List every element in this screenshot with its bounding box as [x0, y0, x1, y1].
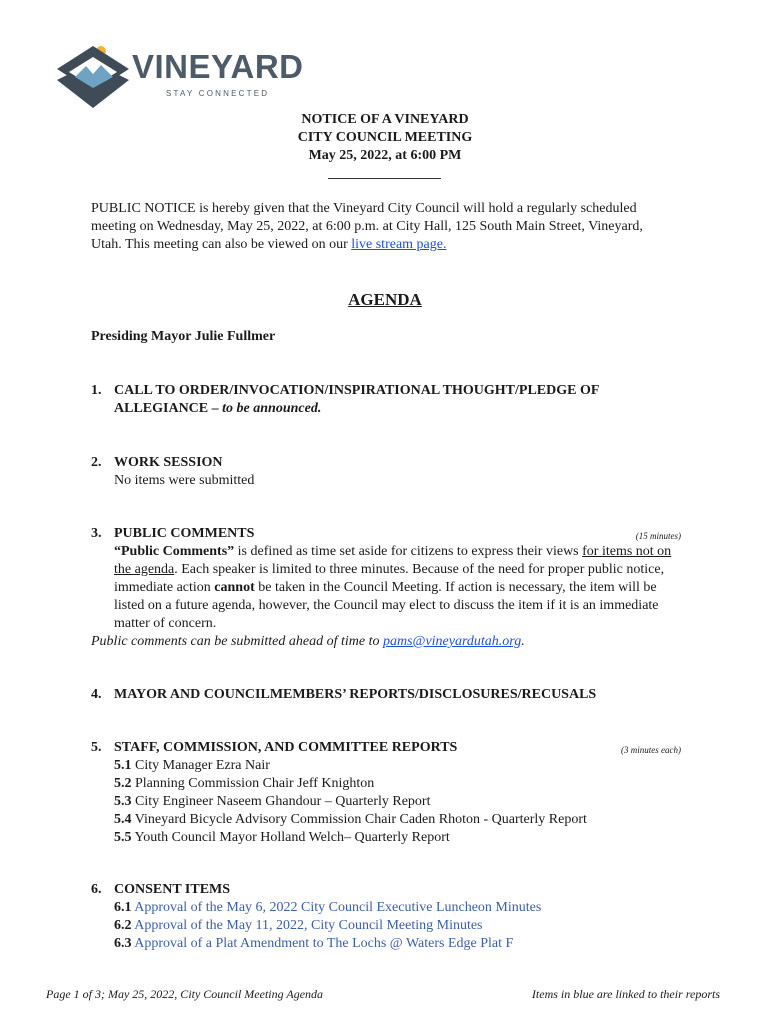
desc-text-3: be taken in the Council Meeting. If action is necessary, the item will be listed on a future agenda, however, the Council may elect to discuss the item if it is an immediate matter of concern. [114, 580, 659, 631]
subitem-text: City Engineer Naseem Ghandour – Quarterly Report [131, 794, 431, 809]
consent-link-text[interactable]: Approval of a Plat Amendment to The Lochs @ Waters Edge Plat F [131, 936, 514, 951]
report-5-2 [114, 775, 681, 793]
consent-link-text[interactable]: Approval of the May 11, 2022, City Council Meeting Minutes [131, 918, 483, 933]
desc-underlined: for items not on the agenda [114, 544, 672, 577]
subitem-text: City Manager Ezra Nair [131, 758, 270, 773]
meeting-datetime: May 25, 2022, at 6:00 PM [308, 148, 462, 163]
agenda-item-6 [91, 881, 691, 953]
notice-title-line2: CITY COUNCIL MEETING [297, 130, 473, 145]
subitem-number: 5.2 [114, 776, 132, 791]
desc-text-1: is defined as time set aside for citizens to express their views [234, 544, 583, 559]
page-footer-left: Page 1 of 3; May 25, 2022, City Council Meeting Agenda [46, 987, 324, 1001]
report-5-4 [114, 811, 681, 829]
item-number: 1. [91, 383, 102, 398]
live-stream-link[interactable]: live stream page. [351, 237, 447, 252]
page-footer-right: Items in blue are linked to their reports [531, 987, 720, 1001]
subitem-number: 5.5 [114, 830, 132, 845]
subitem-text: Planning Commission Chair Jeff Knighton [131, 776, 375, 791]
submit-end: . [521, 634, 525, 649]
item-title: MAYOR AND COUNCILMEMBERS’ REPORTS/DISCLOSURES/RECUSALS [114, 687, 597, 702]
desc-bold: cannot [214, 580, 255, 595]
report-5-1 [114, 757, 681, 775]
item-title: CONSENT ITEMS [114, 882, 231, 897]
consent-6-3[interactable] [114, 935, 691, 953]
report-5-3 [114, 793, 681, 811]
item-number: 3. [91, 526, 102, 541]
public-notice-text: PUBLIC NOTICE is hereby given that the Vineyard City Council will hold a regularly scheduled meeting on Wednesday, May 25, 2022, at 6:00 p.m. at City Hall, 125 South Main Street, Vineyard, Utah. This meeting can also be viewed on our [91, 201, 643, 252]
item-title: PUBLIC COMMENTS [114, 526, 255, 541]
item-number: 4. [91, 687, 102, 702]
subitem-number: 5.3 [114, 794, 132, 809]
notice-title-line1: NOTICE OF A VINEYARD [301, 112, 469, 127]
item-title-text: CALL TO ORDER/INVOCATION/INSPIRATIONAL THOUGHT/PLEDGE OF ALLEGIANCE – [114, 383, 599, 416]
subitem-number: 5.1 [114, 758, 132, 773]
time-limit-note: (15 minutes) [635, 531, 681, 541]
item-number: 2. [91, 455, 102, 470]
agenda-item-5 [91, 739, 681, 847]
item-body [114, 881, 691, 953]
time-limit-note: (3 minutes each) [621, 745, 681, 755]
item-title [114, 382, 691, 418]
submit-comments-line [91, 633, 681, 651]
defined-term: “Public Comments” [114, 544, 235, 559]
agenda-item-2 [91, 454, 691, 490]
item-title: STAFF, COMMISSION, AND COMMITTEE REPORTS [114, 740, 458, 755]
agenda-item-4 [91, 686, 691, 704]
agenda-heading: AGENDA [348, 290, 422, 309]
item-title: WORK SESSION [114, 455, 223, 470]
desc-text-2: . Each speaker is limited to three minutes. Because of the need for proper public notice, immediate action [114, 562, 665, 595]
agenda-item-3 [91, 525, 681, 651]
subitem-text: Vineyard Bicycle Advisory Commission Chair Caden Rhoton - Quarterly Report [131, 812, 587, 827]
item-number: 6. [91, 882, 102, 897]
header-divider [328, 178, 441, 179]
subitem-number: 5.4 [114, 812, 132, 827]
logo-tagline: STAY CONNECTED [166, 89, 270, 98]
item-number: 5. [91, 740, 102, 755]
logo-wordmark: VINEYARD [132, 48, 304, 85]
report-5-5 [114, 829, 681, 847]
subitem-number: 6.3 [114, 936, 132, 951]
email-link[interactable]: pams@vineyardutah.org [383, 634, 522, 649]
item-body [114, 739, 681, 847]
agenda-item-1 [91, 382, 691, 418]
item-title-emphasis: to be announced. [222, 401, 322, 416]
public-notice-paragraph [91, 200, 671, 254]
consent-link-text[interactable]: Approval of the May 6, 2022 City Council Executive Luncheon Minutes [131, 900, 542, 915]
consent-6-2[interactable] [114, 917, 691, 935]
presiding-officer: Presiding Mayor Julie Fullmer [91, 329, 276, 344]
subitem-number: 6.2 [114, 918, 132, 933]
item-body [114, 525, 681, 633]
consent-6-1[interactable] [114, 899, 691, 917]
submit-text: Public comments can be submitted ahead of time to [91, 634, 383, 649]
item-body [114, 454, 691, 490]
subitem-text: Youth Council Mayor Holland Welch– Quarterly Report [131, 830, 450, 845]
public-comments-description [114, 543, 681, 633]
item-text: No items were submitted [114, 473, 255, 488]
subitem-number: 6.1 [114, 900, 132, 915]
